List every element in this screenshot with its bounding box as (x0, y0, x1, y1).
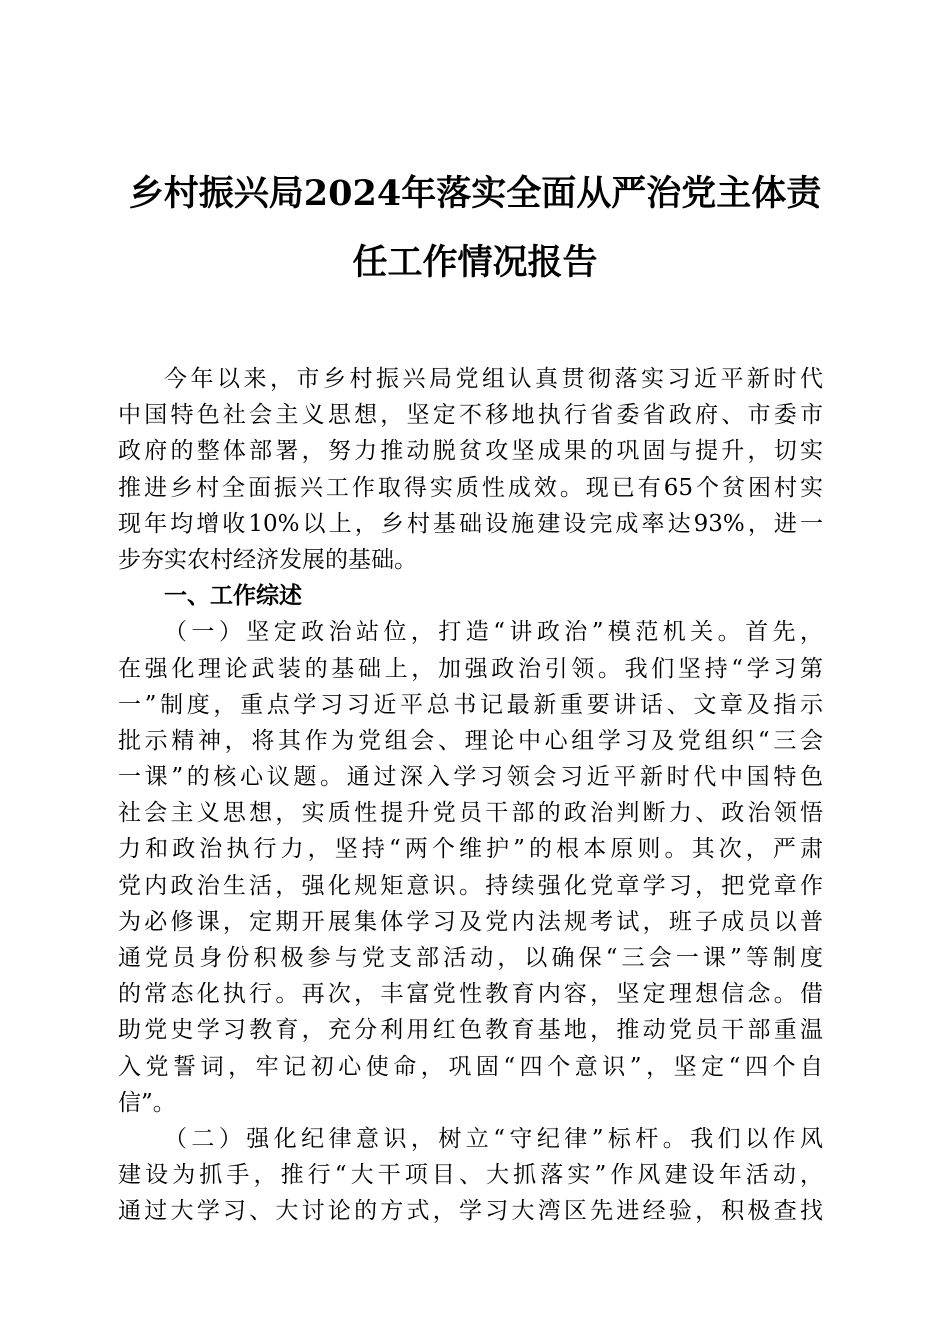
paragraph-line: 一课”的核心议题。通过深入学习领会习近平新时代中国特色 (118, 764, 823, 791)
paragraph-line: 助党史学习教育，充分利用红色教育基地，推动党员干部重温 (118, 1017, 823, 1044)
document-title-line-2: 任工作情况报告 (352, 242, 598, 283)
paragraph-line: 政府的整体部署，努力推动脱贫攻坚成果的巩固与提升，切实 (118, 438, 823, 465)
paragraph-line: 通过大学习、大讨论的方式，学习大湾区先进经验，积极查找 (118, 1198, 823, 1225)
section-heading: 一、工作综述 (164, 583, 302, 610)
document-title-line-1: 乡村振兴局2024年落实全面从严治党主体责 (128, 173, 822, 214)
paragraph-line: 一”制度，重点学习习近平总书记最新重要讲话、文章及指示 (118, 691, 823, 718)
paragraph-line: 入党誓词，牢记初心使命，巩固“四个意识”，坚定“四个自 (118, 1053, 823, 1080)
document-body (118, 361, 823, 1230)
paragraph-line: 力和政治执行力，坚持“两个维护”的根本原则。其次，严肃 (118, 836, 823, 863)
paragraph-line: 信”。 (118, 1089, 176, 1116)
paragraph-line: 在强化理论武装的基础上，加强政治引领。我们坚持“学习第 (118, 655, 823, 682)
paragraph-line: 的常态化执行。再次，丰富党性教育内容，坚定理想信念。借 (118, 981, 823, 1008)
paragraph-line: 今年以来，市乡村振兴局党组认真贯彻落实习近平新时代 (164, 366, 823, 392)
paragraph-line: 建设为抓手，推行“大干项目、大抓落实”作风建设年活动， (118, 1162, 823, 1189)
paragraph-line: （一）坚定政治站位，打造“讲政治”模范机关。首先， (164, 619, 823, 646)
paragraph-line: （二）强化纪律意识，树立“守纪律”标杆。我们以作风 (164, 1125, 823, 1152)
paragraph-line: 现年均增收10%以上，乡村基础设施建设完成率达93%，进一 (118, 510, 823, 537)
paragraph-line: 推进乡村全面振兴工作取得实质性成效。现已有65个贫困村实 (118, 474, 823, 501)
paragraph-line: 通党员身份积极参与党支部活动，以确保“三会一课”等制度 (118, 945, 823, 971)
paragraph-line: 步夯实农村经济发展的基础。 (118, 546, 417, 573)
paragraph-line: 党内政治生活，强化规矩意识。持续强化党章学习，把党章作 (118, 872, 823, 899)
paragraph-line: 为必修课，定期开展集体学习及党内法规考试，班子成员以普 (118, 908, 823, 935)
paragraph-line: 中国特色社会主义思想，坚定不移地执行省委省政府、市委市 (118, 402, 823, 429)
paragraph-line: 批示精神，将其作为党组会、理论中心组学习及党组织“三会 (118, 727, 823, 754)
paragraph-line: 社会主义思想，实质性提升党员干部的政治判断力、政治领悟 (118, 800, 823, 827)
